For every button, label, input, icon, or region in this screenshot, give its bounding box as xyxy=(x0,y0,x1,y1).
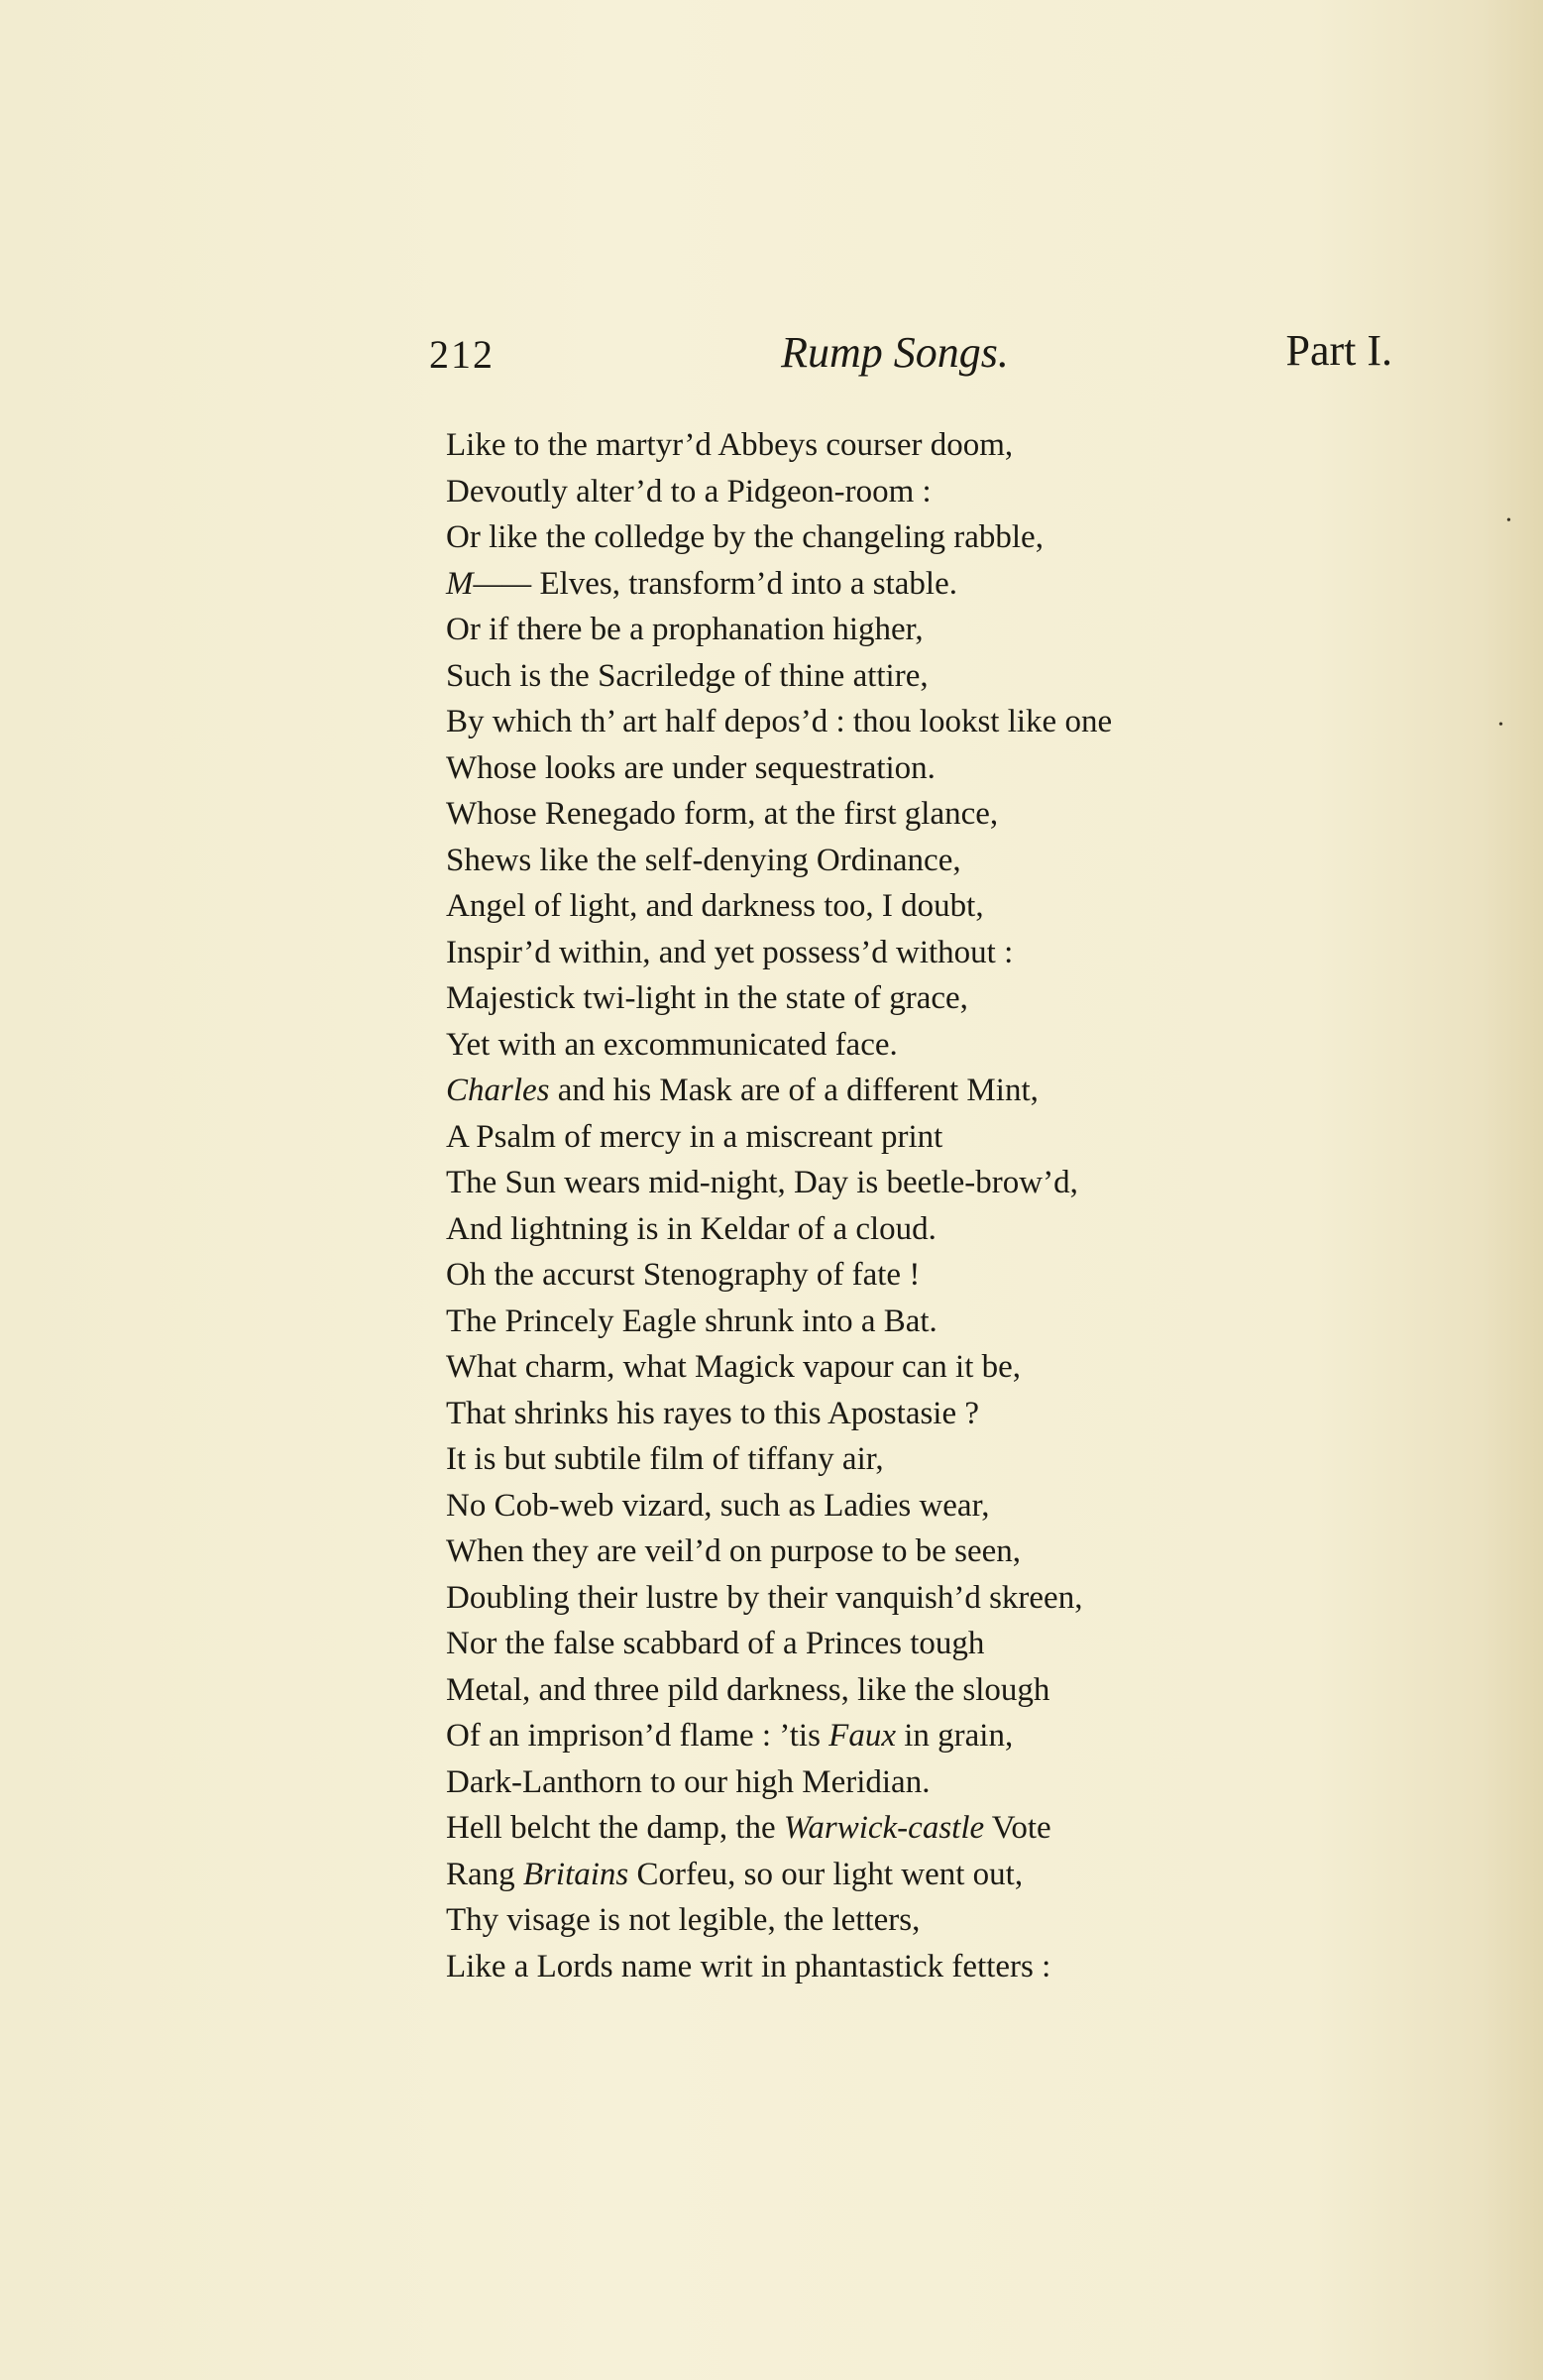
verse-line: Yet with an excommunicated face. xyxy=(446,1026,898,1063)
verse-line: Rang Britains Corfeu, so our light went out, xyxy=(446,1856,1024,1892)
verse-line: By which th’ art half depos’d : thou lookst like one xyxy=(446,704,1113,739)
verse-line: Oh the accurst Stenography of fate ! xyxy=(446,1257,921,1293)
verse-line: Dark-Lanthorn to our high Meridian. xyxy=(446,1763,931,1800)
verse-line: Shews like the self-denying Ordinance, xyxy=(446,842,961,878)
verse-line: Angel of light, and darkness too, I doubt, xyxy=(446,888,984,924)
verse-line: Hell belcht the damp, the Warwick-castle Vote xyxy=(446,1810,1051,1846)
verse-line: It is but subtile film of tiffany air, xyxy=(446,1441,884,1477)
verse-line: Charles and his Mask are of a different Mint, xyxy=(446,1073,1039,1108)
margin-dot-mark: • xyxy=(1498,718,1503,733)
part-label: Part I. xyxy=(1285,326,1392,375)
verse-line: Like a Lords name writ in phantastick fetters : xyxy=(446,1948,1051,1984)
verse-line: Of an imprison’d flame : ’tis Faux in grain, xyxy=(446,1718,1014,1754)
verse-line: What charm, what Magick vapour can it be, xyxy=(446,1349,1022,1385)
verse-line: Nor the false scabbard of a Princes tough xyxy=(446,1626,985,1661)
verse-line: The Sun wears mid-night, Day is beetle-brow’d, xyxy=(446,1165,1078,1200)
verse-line: Majestick twi-light in the state of grace, xyxy=(446,980,968,1016)
running-title: Rump Songs. xyxy=(781,328,1009,377)
verse-line: Whose looks are under sequestration. xyxy=(446,749,936,786)
verse-line: Inspir’d within, and yet possess’d without : xyxy=(446,934,1014,970)
verse-line: Whose Renegado form, at the first glance, xyxy=(446,796,999,832)
page-number: 212 xyxy=(429,332,495,377)
verse-line: That shrinks his rayes to this Apostasie ? xyxy=(446,1395,980,1431)
verse-line: Metal, and three pild darkness, like the slough xyxy=(446,1671,1050,1708)
verse-line: Doubling their lustre by their vanquish’d skreen, xyxy=(446,1579,1083,1616)
verse-line: When they are veil’d on purpose to be seen, xyxy=(446,1533,1022,1569)
verse-line: Like to the martyr’d Abbeys courser doom, xyxy=(446,427,1014,463)
margin-dot-mark: • xyxy=(1506,513,1511,528)
verse-line: M—— Elves, transform’d into a stable. xyxy=(446,565,957,602)
verse-line: No Cob-web vizard, such as Ladies wear, xyxy=(446,1487,990,1524)
verse-line: Such is the Sacriledge of thine attire, xyxy=(446,657,929,694)
verse-line: And lightning is in Keldar of a cloud. xyxy=(446,1210,937,1247)
verse-line: Thy visage is not legible, the letters, xyxy=(446,1902,921,1938)
verse-line: A Psalm of mercy in a miscreant print xyxy=(446,1118,943,1155)
verse-line: Devoutly alter’d to a Pidgeon-room : xyxy=(446,473,932,510)
running-head xyxy=(429,326,1392,391)
verse-body xyxy=(446,422,1358,1989)
verse-line: The Princely Eagle shrunk into a Bat. xyxy=(446,1303,937,1339)
verse-line: Or like the colledge by the changeling rabble, xyxy=(446,519,1044,555)
verse-line: Or if there be a prophanation higher, xyxy=(446,612,924,647)
